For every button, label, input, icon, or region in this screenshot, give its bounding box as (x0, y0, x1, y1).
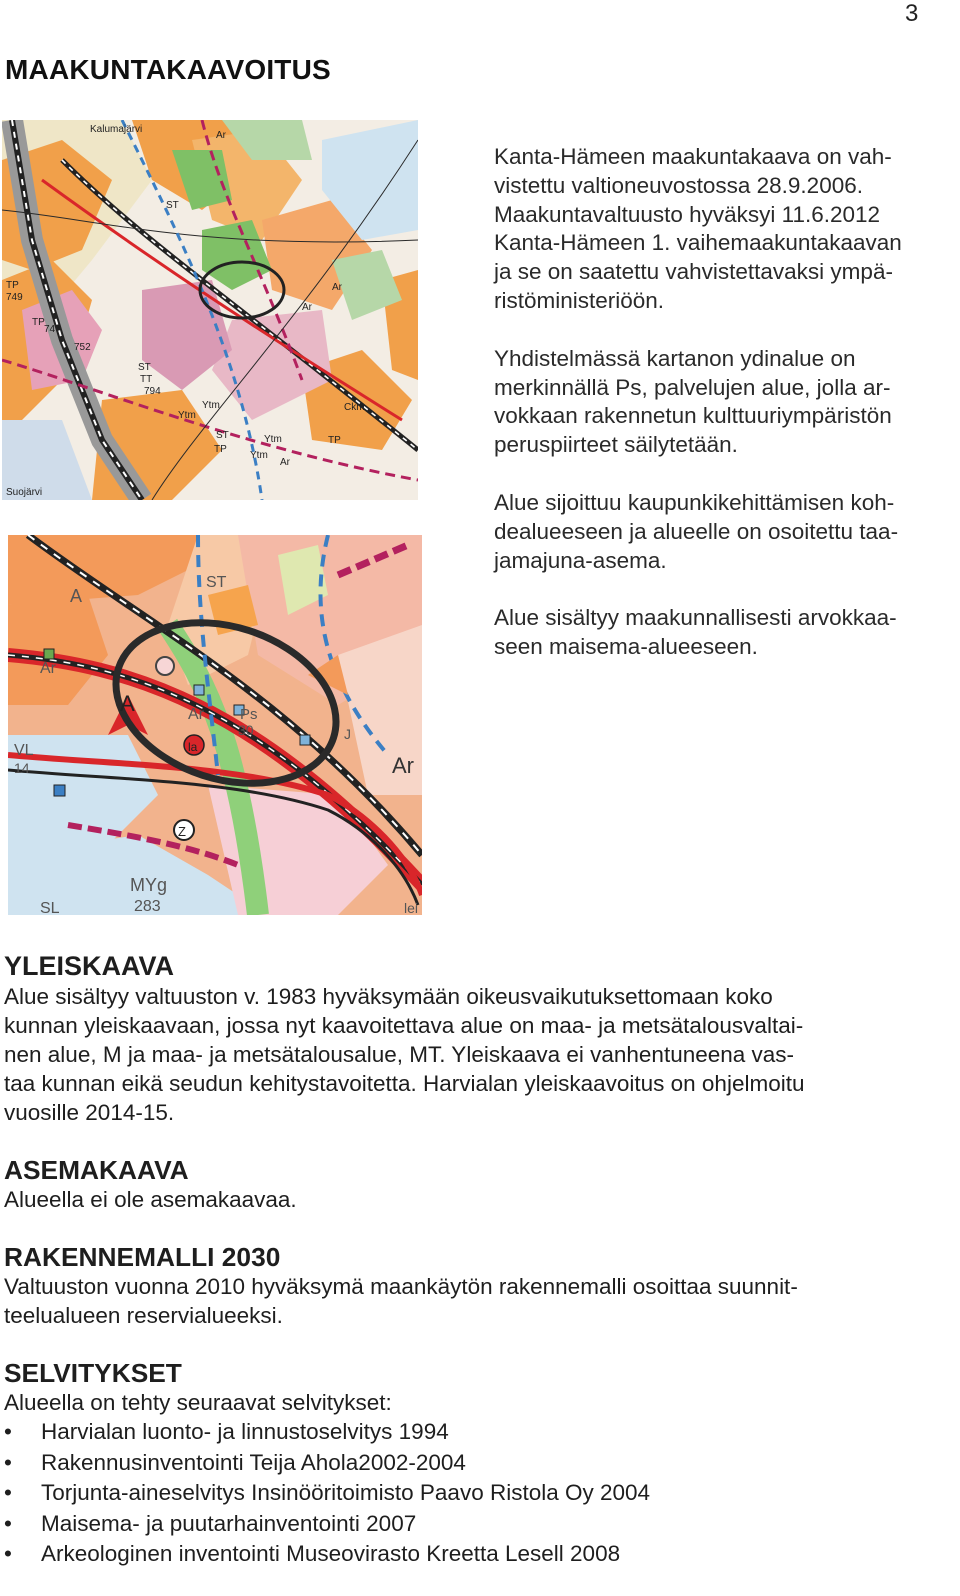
intro-paragraph-2: Yhdistelmässä kartanon ydinalue on merkinnällä Ps, palvelujen alue, jolla ar- vokkaan rakennetun kulttuuriympäristön peruspiirteet säilytetään. (494, 345, 892, 458)
bullet-icon: • (4, 1480, 12, 1505)
yleiskaava-body: Alue sisältyy valtuuston v. 1983 hyväksymään oikeusvaikutuksettomaan koko kunnan yleiskaavaan, jossa nyt kaavoitettava alue on maa- ja metsätalousvaltai- nen alue, M ja maa- ja metsätalousalue, MT. Yleiskaava ei vanhentuneena vas- taa kunnan eikä seudun kehitystavoitetta. Harvialan yleiskaavoitus on ohjelmoitu vuosille 2014-15. (4, 984, 805, 1125)
intro-text-column (494, 143, 949, 691)
list-item (4, 1448, 954, 1479)
svg-text:Ar: Ar (332, 282, 342, 293)
svg-text:MYg: MYg (130, 875, 168, 895)
asemakaava-body: Alueella ei ole asemakaavaa. (4, 1187, 297, 1212)
svg-text:Kalumajärvi: Kalumajärvi (90, 124, 143, 135)
plan-sections (4, 950, 954, 1570)
survey-item-label: Torjunta-aineselvitys Insinööritoimisto Paavo Ristola Oy 2004 (41, 1480, 651, 1505)
intro-paragraph-1: Kanta-Hämeen maakuntakaava on vah- vistettu valtioneuvostossa 28.9.2006. Maakuntavaltuusto hyväksyi 11.6.2012 Kanta-Hämeen 1. vaihemaakuntakaavan ja se on saatettu vahvistettavaksi ympä- ristöministeriöön. (494, 144, 902, 313)
svg-text:Ytm: Ytm (202, 400, 220, 411)
svg-text:Ckm: Ckm (344, 402, 365, 413)
svg-text:Ar: Ar (188, 706, 204, 723)
page-number: 3 (905, 0, 919, 27)
yleiskaava-heading: YLEISKAAVA (4, 951, 175, 981)
svg-text:Ar: Ar (392, 753, 414, 778)
survey-item-label: Maisema- ja puutarhainventointi 2007 (41, 1510, 417, 1536)
survey-list (4, 1417, 954, 1570)
svg-text:30: 30 (238, 722, 254, 738)
svg-text:794: 794 (144, 386, 161, 397)
intro-paragraph-4: Alue sisältyy maakunnallisesti arvokkaa- seen maisema-alueeseen. (494, 605, 897, 660)
intro-paragraph-3: Alue sijoittuu kaupunkikehittämisen koh- dealueeseen ja alueelle on osoitettu taa- jamajuna-asema. (494, 489, 899, 573)
svg-text:ST: ST (166, 200, 179, 211)
svg-text:A: A (70, 586, 83, 606)
list-item (4, 1509, 954, 1540)
rakennemalli-body: Valtuuston vuonna 2010 hyväksymä maankäytön rakennemalli osoittaa suunnit- teelualueen reservialueeksi. (4, 1274, 798, 1328)
svg-text:TP: TP (6, 280, 19, 291)
svg-text:Ytm: Ytm (178, 410, 196, 421)
svg-text:TP: TP (32, 317, 45, 328)
svg-text:la: la (188, 740, 198, 754)
svg-text:752: 752 (74, 342, 91, 353)
svg-text:749: 749 (6, 292, 23, 303)
page-title: MAAKUNTAKAAVOITUS (5, 54, 331, 85)
svg-text:TP: TP (328, 435, 341, 446)
svg-text:VL: VL (14, 742, 34, 759)
svg-text:J: J (344, 726, 351, 742)
regional-plan-overview-map (2, 120, 418, 500)
svg-text:Ytm: Ytm (264, 434, 282, 445)
list-item (4, 1539, 954, 1570)
svg-text:Ar: Ar (40, 660, 56, 677)
svg-text:ST: ST (216, 430, 229, 441)
list-item (4, 1417, 954, 1448)
svg-text:14: 14 (14, 760, 30, 776)
selvitykset-heading: SELVITYKSET (4, 1358, 182, 1388)
selvitykset-intro: Alueella on tehty seuraavat selvitykset: (4, 1390, 392, 1415)
svg-text:Ytm: Ytm (250, 450, 268, 461)
svg-text:Ar: Ar (302, 302, 312, 313)
svg-text:lei: lei (404, 900, 419, 915)
svg-text:Ps: Ps (240, 706, 258, 723)
survey-item-label: Arkeologinen inventointi Museovirasto Kreetta Lesell 2008 (41, 1541, 621, 1566)
svg-text:283: 283 (134, 898, 161, 915)
svg-text:TP: TP (214, 444, 227, 455)
svg-text:Ar: Ar (216, 130, 226, 141)
svg-text:TT: TT (140, 374, 153, 385)
svg-text:747: 747 (44, 324, 61, 335)
svg-text:A: A (120, 691, 135, 716)
svg-text:Z: Z (178, 824, 186, 839)
svg-text:ST: ST (138, 362, 151, 373)
regional-plan-detail-map (8, 535, 422, 915)
svg-text:ST: ST (206, 574, 227, 591)
list-item (4, 1478, 954, 1509)
svg-text:Ar: Ar (280, 457, 290, 468)
bullet-icon: • (4, 1419, 12, 1444)
rakennemalli-heading: RAKENNEMALLI 2030 (4, 1242, 281, 1272)
survey-item-label: Rakennusinventointi Teija Ahola2002-2004 (41, 1449, 466, 1475)
svg-text:SL: SL (40, 900, 60, 915)
bullet-icon: • (4, 1449, 12, 1475)
survey-item-label: Harvialan luonto- ja linnustoselvitys 1994 (41, 1419, 449, 1444)
svg-text:Suojärvi: Suojärvi (6, 487, 43, 498)
asemakaava-heading: ASEMAKAAVA (4, 1155, 189, 1185)
bullet-icon: • (4, 1510, 12, 1536)
bullet-icon: • (4, 1541, 12, 1566)
